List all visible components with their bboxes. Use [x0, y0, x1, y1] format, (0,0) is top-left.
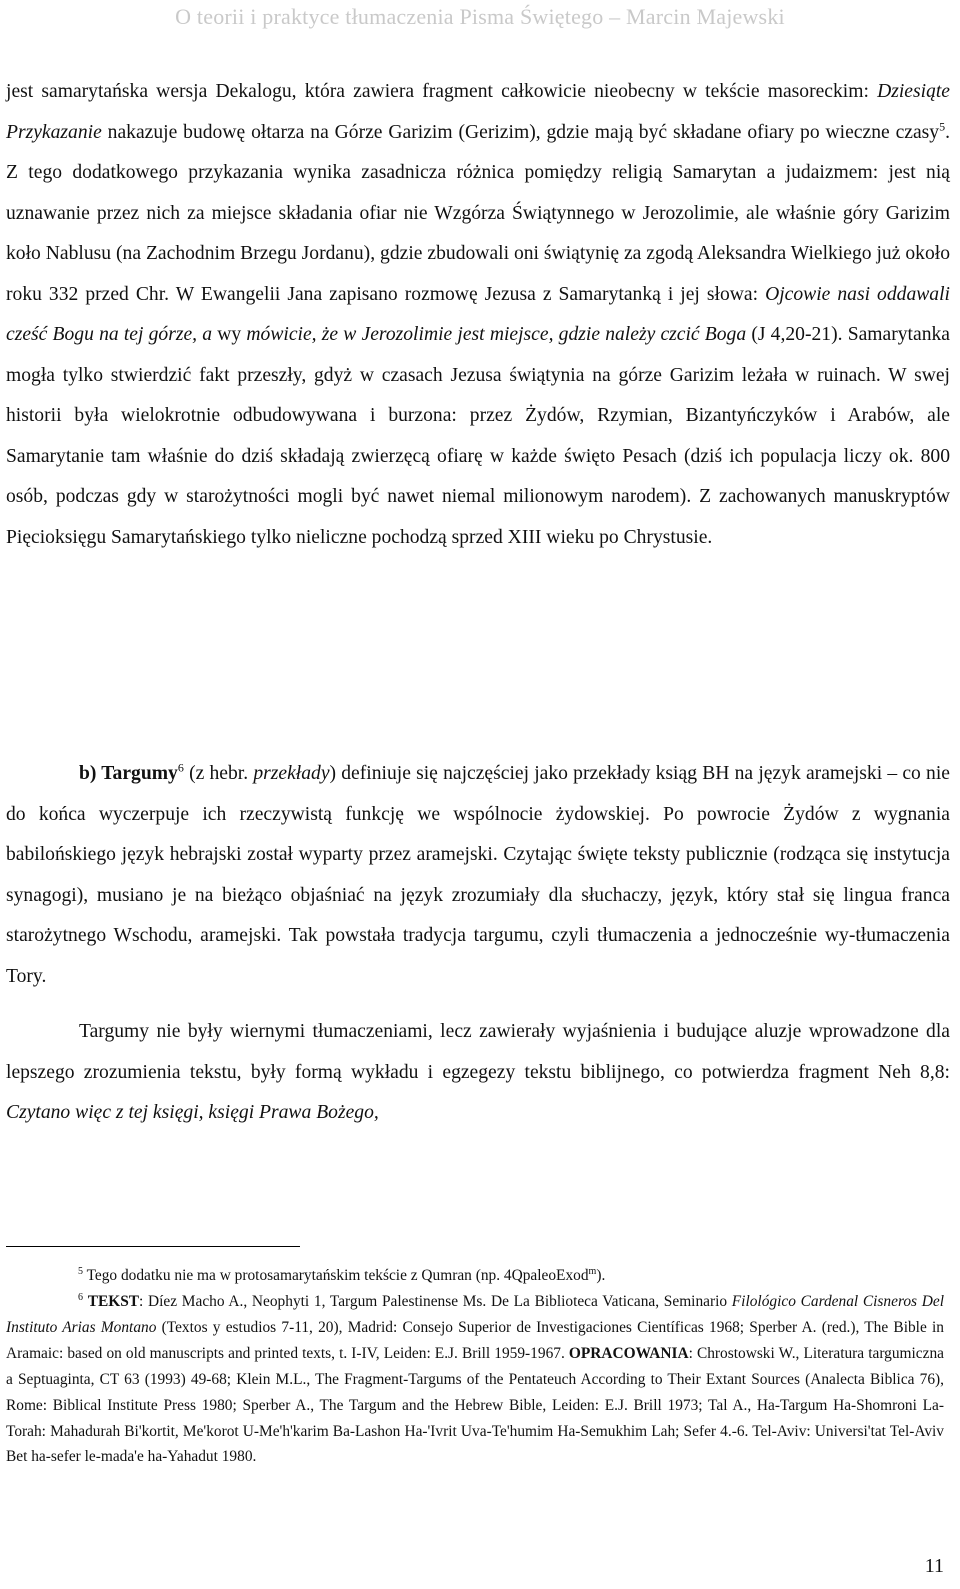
- paragraph-targumy-2: [6, 1012, 950, 1134]
- footnote-separator: [6, 1246, 300, 1247]
- italic-run: Dziesiąte Przykazanie: [6, 81, 950, 143]
- quote-italic: Ojcowie nasi oddawali cześć Bogu na tej górze, a: [6, 283, 950, 345]
- footnote-ref-6[interactable]: 6: [177, 760, 184, 775]
- text-run: : Díez Macho A., Neophyti 1, Targum Palestinense Ms. De La Biblioteca Vaticana, Seminario: [139, 1293, 732, 1310]
- superscript: m: [588, 1265, 597, 1277]
- italic-run: Filológico Cardenal Cisneros Del Instituto Arias Montano: [6, 1293, 944, 1336]
- text-run: nakazuje budowę ołtarza na Górze Garizim (Gerizim), gdzie mają być składane ofiary po wieczne czasy: [101, 121, 940, 143]
- text-run: (J 4,20-21). Samarytanka mogła tylko stwierdzić fakt przeszły, gdyż w czasach Jezusa świątynia na górze Garizim leżała w ruinach. W swej historii była wielokrotnie odbudowywana i burzona: przez Żydów, Rzymian, Bizantyńczyków i Arabów, ale Samarytanie tam właśnie do dziś składają zwierzęcą ofiarę w każde święto Pesach (dziś ich populacja liczy ok. 800 osób, podczas gdy w starożytności mogli być nawet niemal milionowym narodem). Z zachowanych manuskryptów Pięcioksięgu Samarytańskiego tylko nieliczne pochodzą sprzed XIII wieku po Chrystusie.: [6, 324, 950, 548]
- text-run: . Z tego dodatkowego przykazania wynika zasadnicza różnica pomiędzy religią Samarytan a judaizmem: jest nią uznawanie przez nich za miejsce składania ofiar nie Wzgórza Świątynnego w Jerozolimie, ale właśnie góry Garizim koło Nablusu (na Zachodnim Brzegu Jordanu), gdzie zbudowali oni świątynię za zgodą Aleksandra Wielkiego już około roku 332 przed Chr. W Ewangelii Jana zapisano rozmowę Jezusa z Samarytanką i jej słowa:: [6, 121, 950, 305]
- text-run: jest samarytańska wersja Dekalogu, która zawiera fragment całkowicie nieobecny w tekście masoreckim:: [6, 81, 878, 102]
- text-run: (z hebr.: [183, 763, 254, 784]
- page-number: 11: [924, 1555, 944, 1577]
- text-run: ).: [596, 1267, 606, 1284]
- text-run: (Textos y estudios 7-11, 20), Madrid: Consejo Superior de Investigaciones Científicas 1968; Sperber A. (red.), The Bible in Aramaic: based on old manuscripts and printed texts, t. I-IV, Leiden: E.J. Brill 1959-1967.: [6, 1318, 944, 1362]
- footnote-5: [6, 1263, 944, 1289]
- quote-italic: mówicie, że w Jerozolimie jest miejsce, gdzie należy czcić Boga: [246, 324, 747, 345]
- paragraph-targumy: [6, 754, 950, 997]
- bold-label: TEKST: [87, 1293, 140, 1310]
- text-run: : Chrostowski W., Literatura targumiczna a Septuaginta, CT 63 (1993) 49-68; Klein M.L., The Fragment-Targums of the Pentateuch According to Their Extant Sources (Analecta Biblica 76), Rome: Biblical Institute Press 1980; Sperber A., The Targum and the Hebrew Bible, Leiden: E.J. Brill 1973; Tal A., Ha-Targum Ha-Shomroni La-Torah: Mahadurah Bi'kortit, Me'korot U-Me'h'karim Ba-Lashon Ha-'Ivrit Uva-Te'humim Ha-Semukhim Lah; Sefer 4.-6. Tel-Aviv: Universi'tat Tel-Aviv Bet ha-sefer le-mada'e ha-Yahadut 1980.: [6, 1344, 944, 1466]
- footnote-ref-5[interactable]: 5: [939, 118, 946, 133]
- text-run: Tego dodatku nie ma w protosamarytańskim tekście z Qumran (np. 4QpaleoExod: [83, 1267, 589, 1284]
- running-header: O teorii i praktyce tłumaczenia Pisma Świętego – Marcin Majewski: [175, 4, 785, 29]
- section-heading: b) Targumy: [79, 763, 178, 784]
- text-run: wy: [212, 324, 247, 345]
- italic-run: przekłady: [253, 763, 330, 784]
- quote-italic: Czytano więc z tej księgi, księgi Prawa Bożego,: [6, 1102, 379, 1123]
- paragraph-samaritan: [6, 72, 950, 558]
- text-run: ) definiuje się najczęściej jako przekłady ksiąg BH na język aramejski – co nie do końca wyczerpuje ich rzeczywistą funkcję we wspólnocie żydowskiej. Po powrocie Żydów z wygnania babilońskiego język hebrajski został wyparty przez aramejski. Czytając święte teksty publicznie (rodząca się instytucja synagogi), musiano je na bieżąco objaśniać na język zrozumiały dla słuchaczy, język, który stał się lingua franca starożytnego Wschodu, aramejski. Tak powstała tradycja targumu, czyli tłumaczenia a jednocześnie wy-tłumaczenia Tory.: [6, 763, 950, 987]
- footnote-6: [6, 1289, 944, 1470]
- text-run: Targumy nie były wiernymi tłumaczeniami, lecz zawierały wyjaśnienia i budujące aluzje wprowadzone dla lepszego zrozumienia tekstu, były formą wykładu i egzegezy tekstu biblijnego, co potwierdza fragment Neh 8,8:: [6, 1021, 950, 1083]
- footnote-number: 5: [78, 1265, 83, 1277]
- footnote-number: 6: [78, 1291, 83, 1303]
- bold-label: OPRACOWANIA: [568, 1344, 689, 1362]
